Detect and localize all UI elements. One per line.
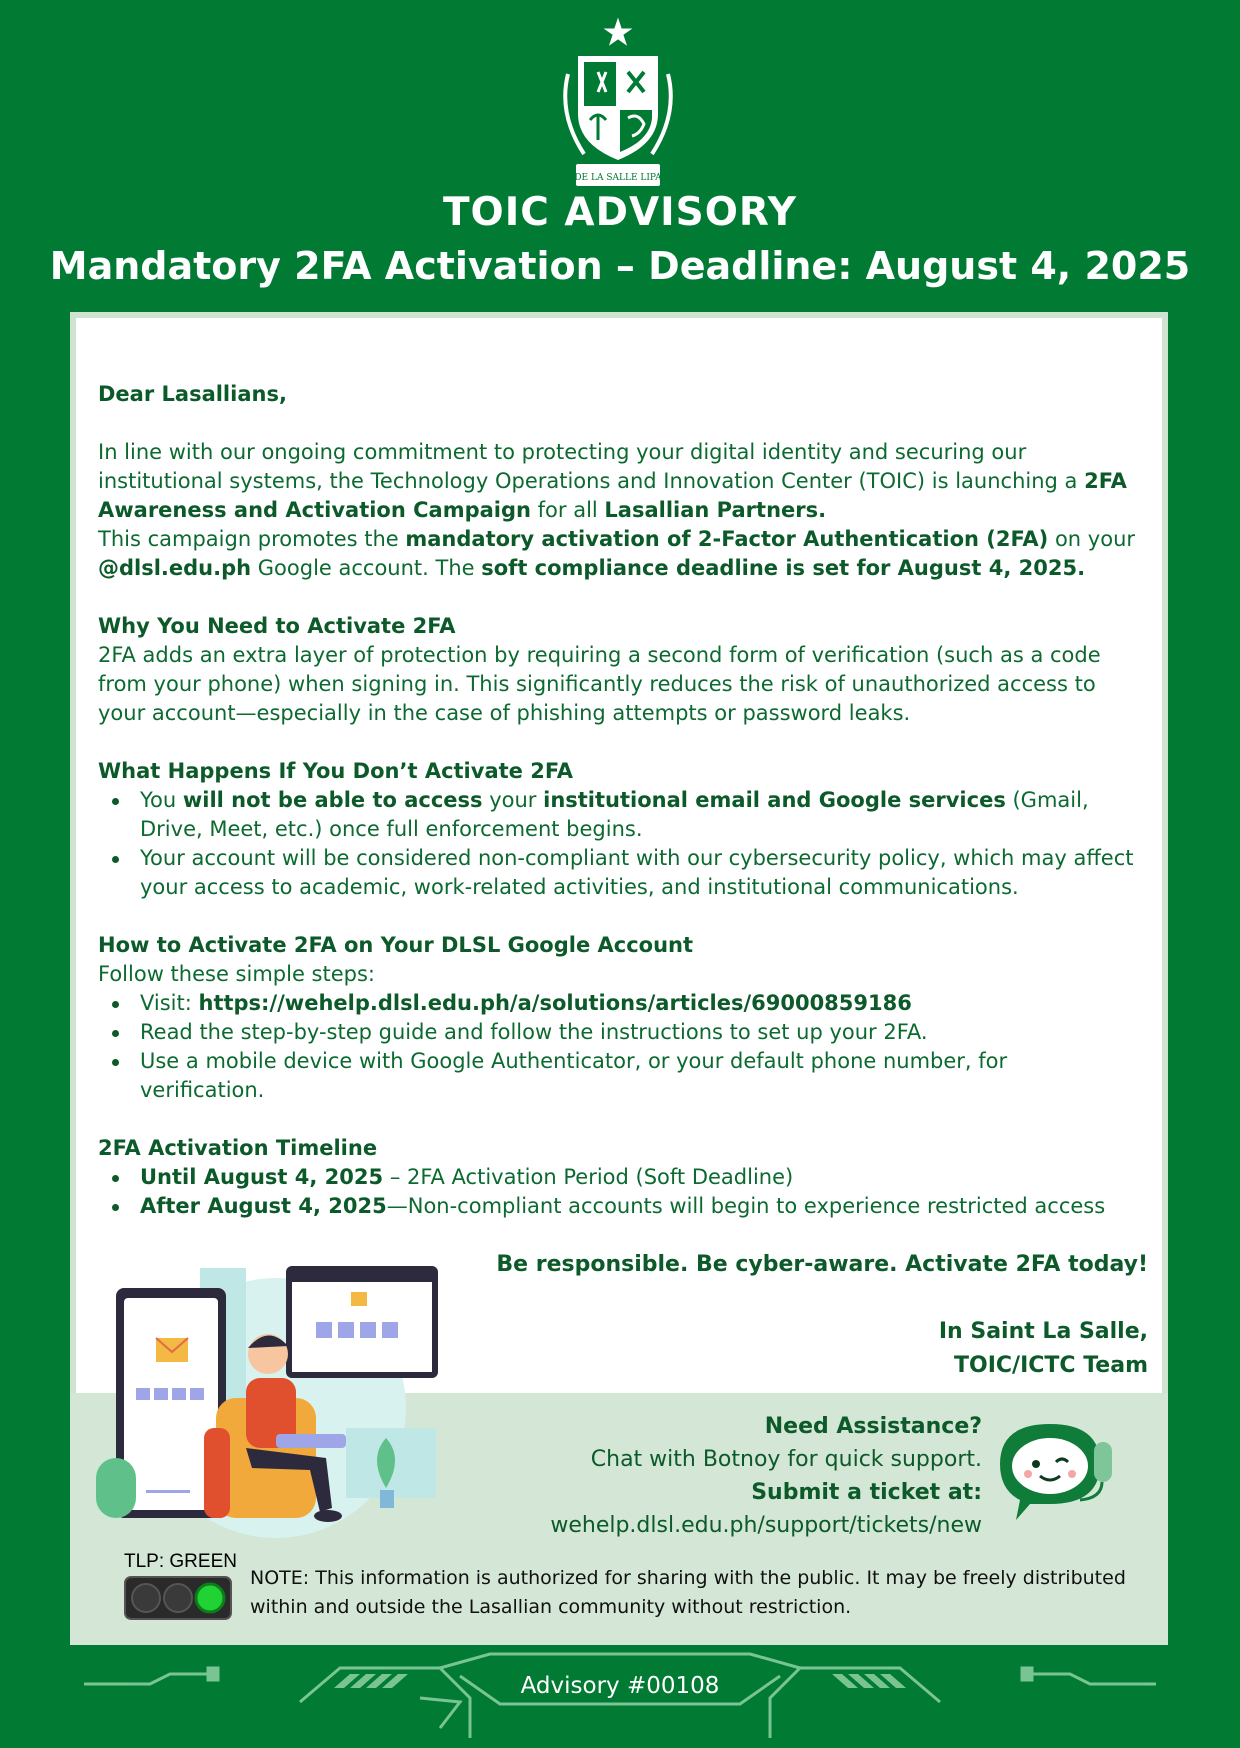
- sharing-note: NOTE: This information is authorized for sharing with the public. It may be freely distributed within and outside the Lasallian community without restriction.: [250, 1567, 1126, 1618]
- timeline-heading: 2FA Activation Timeline: [98, 1136, 378, 1160]
- list-item: Visit: https://wehelp.dlsl.edu.ph/a/solutions/articles/69000859186: [98, 989, 1138, 1018]
- how-steps: [98, 989, 1138, 1105]
- slogan: Be responsible. Be cyber-aware. Activate 2FA today!: [496, 1252, 1148, 1277]
- user-with-devices-illustration: [96, 1258, 446, 1548]
- svg-text:DE LA SALLE LIPA: DE LA SALLE LIPA: [574, 173, 662, 183]
- solution-article-link[interactable]: https://wehelp.dlsl.edu.ph/a/solutions/articles/69000859186: [198, 991, 912, 1015]
- assistance-heading: Need Assistance?: [764, 1414, 982, 1439]
- intro-paragraph-2: This campaign promotes the mandatory activation of 2-Factor Authentication (2FA) on your @dlsl.edu.ph Google account. The soft compliance deadline is set for August 4, 2025.: [98, 527, 1136, 580]
- page-title: TOIC ADVISORY: [442, 190, 798, 235]
- greeting: Dear Lasallians,: [98, 382, 287, 406]
- dlsl-crest-logo: [554, 14, 682, 196]
- page-subtitle: Mandatory 2FA Activation – Deadline: August 4, 2025: [49, 244, 1191, 288]
- letter-body: [98, 380, 1138, 1221]
- traffic-light-icon: [124, 1576, 232, 1620]
- why-body: 2FA adds an extra layer of protection by requiring a second form of verification (such as a code from your phone) when signing in. This significantly reduces the risk of unauthorized access to your account—especially in the case of phishing attempts or password leaks.: [98, 643, 1101, 725]
- ticket-link[interactable]: wehelp.dlsl.edu.ph/support/tickets/new: [550, 1513, 982, 1538]
- what-list: [98, 786, 1138, 902]
- what-heading: What Happens If You Don’t Activate 2FA: [98, 759, 574, 783]
- advisory-number: Advisory #00108: [520, 1673, 720, 1699]
- how-lead: Follow these simple steps:: [98, 962, 375, 986]
- intro-paragraph-1: In line with our ongoing commitment to protecting your digital identity and securing our institutional systems, the Technology Operations and Innovation Center (TOIC) is launching a 2FA Awareness and Activation Campaign for all Lasallian Partners.: [98, 440, 1127, 522]
- signoff-line-2: TOIC/ICTC Team: [954, 1353, 1148, 1378]
- ticket-heading: Submit a ticket at:: [751, 1480, 982, 1505]
- list-item: Your account will be considered non-compliant with our cybersecurity policy, which may affect your access to academic, work-related activities, and institutional communications.: [98, 844, 1138, 902]
- list-item: Use a mobile device with Google Authenticator, or your default phone number, for verification.: [98, 1047, 1138, 1105]
- signoff: [939, 1315, 1148, 1383]
- list-item: After August 4, 2025—Non-compliant accounts will begin to experience restricted access: [98, 1192, 1138, 1221]
- list-item: Until August 4, 2025 – 2FA Activation Period (Soft Deadline): [98, 1163, 1138, 1192]
- botnoy-chatbot-icon: [990, 1412, 1120, 1524]
- why-heading: Why You Need to Activate 2FA: [98, 614, 456, 638]
- how-heading: How to Activate 2FA on Your DLSL Google Account: [98, 933, 694, 957]
- timeline-list: [98, 1163, 1138, 1221]
- signoff-line-1: In Saint La Salle,: [938, 1319, 1148, 1344]
- list-item: Read the step-by-step guide and follow the instructions to set up your 2FA.: [98, 1018, 1138, 1047]
- chat-text: Chat with Botnoy for quick support.: [590, 1447, 982, 1472]
- list-item: You will not be able to access your institutional email and Google services (Gmail, Drive, Meet, etc.) once full enforcement begins.: [98, 786, 1138, 844]
- tlp-label: TLP: GREEN: [124, 1551, 237, 1572]
- assistance-info: [550, 1410, 982, 1542]
